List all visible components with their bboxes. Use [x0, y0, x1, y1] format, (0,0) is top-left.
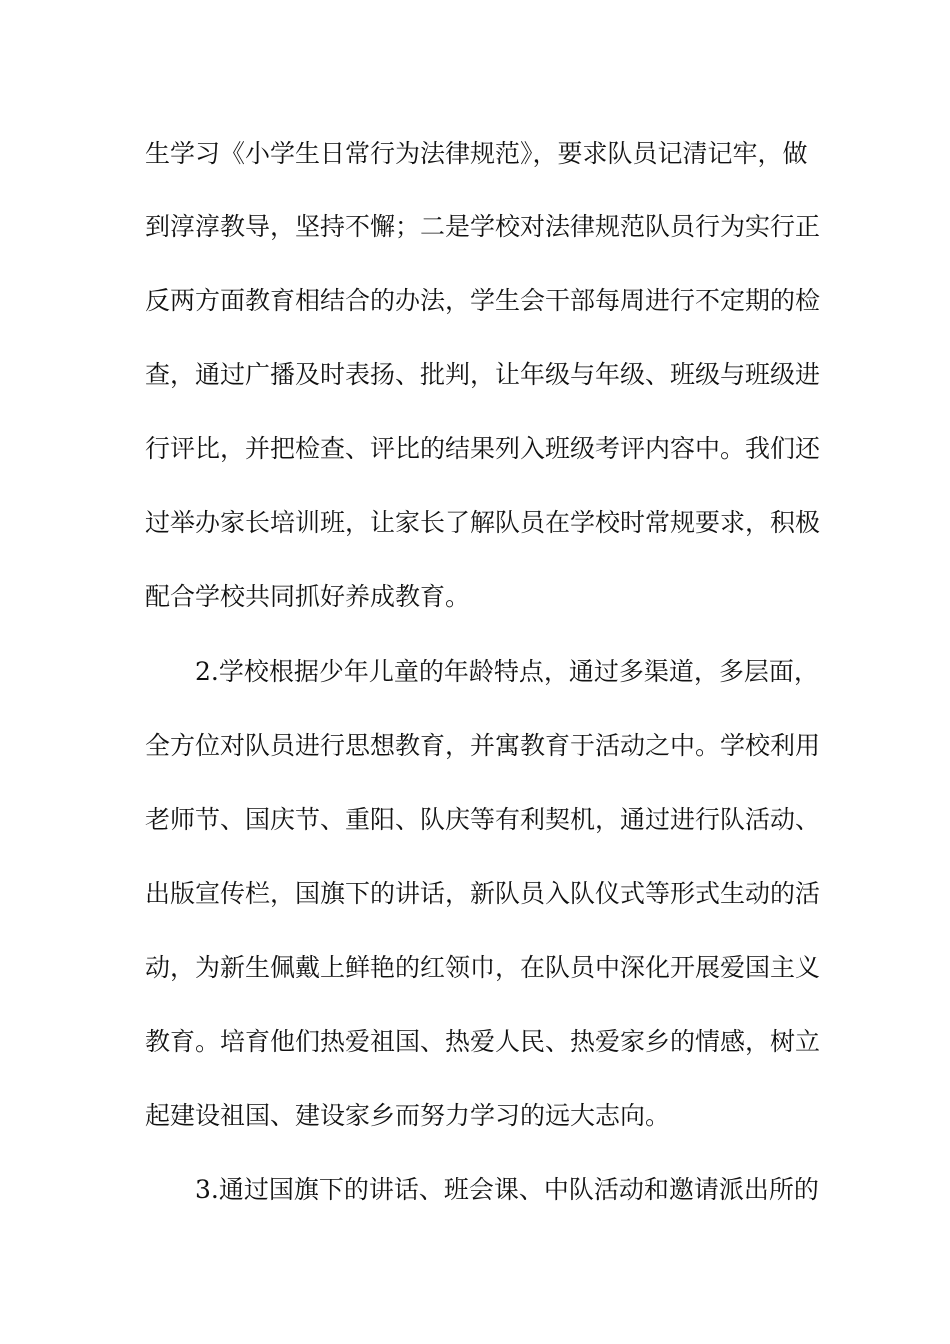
- text-line-3: 反两方面教育相结合的办法，学生会干部每周进行不定期的检: [145, 286, 821, 315]
- text-line-9: 全方位对队员进行思想教育，并寓教育于活动之中。学校利用: [145, 731, 821, 760]
- text-line-15: 3.通过国旗下的讲话、班会课、中队活动和邀请派出所的: [195, 1175, 819, 1204]
- text-line-6: 过举办家长培训班，让家长了解队员在学校时常规要求，积极: [145, 508, 821, 537]
- text-line-14: 起建设祖国、建设家乡而努力学习的远大志向。: [145, 1101, 671, 1130]
- text-line-4: 查，通过广播及时表扬、批判，让年级与年级、班级与班级进: [145, 360, 821, 389]
- text-line-10: 老师节、国庆节、重阳、队庆等有利契机，通过进行队活动、: [145, 805, 821, 834]
- text-line-7: 配合学校共同抓好养成教育。: [145, 582, 471, 611]
- text-line-12: 动，为新生佩戴上鲜艳的红领巾，在队员中深化开展爱国主义: [145, 953, 821, 982]
- text-line-2: 到淳淳教导，坚持不懈；二是学校对法律规范队员行为实行正: [145, 212, 821, 241]
- text-line-1: 生学习《小学生日常行为法律规范》，要求队员记清记牢，做: [145, 139, 808, 168]
- text-line-11: 出版宣传栏，国旗下的讲话，新队员入队仪式等形式生动的活: [145, 879, 821, 908]
- text-line-5: 行评比，并把检查、评比的结果列入班级考评内容中。我们还: [145, 434, 821, 463]
- text-line-13: 教育。培育他们热爱祖国、热爱人民、热爱家乡的情感，树立: [145, 1027, 821, 1056]
- text-line-8: 2.学校根据少年儿童的年龄特点，通过多渠道，多层面，: [195, 657, 819, 686]
